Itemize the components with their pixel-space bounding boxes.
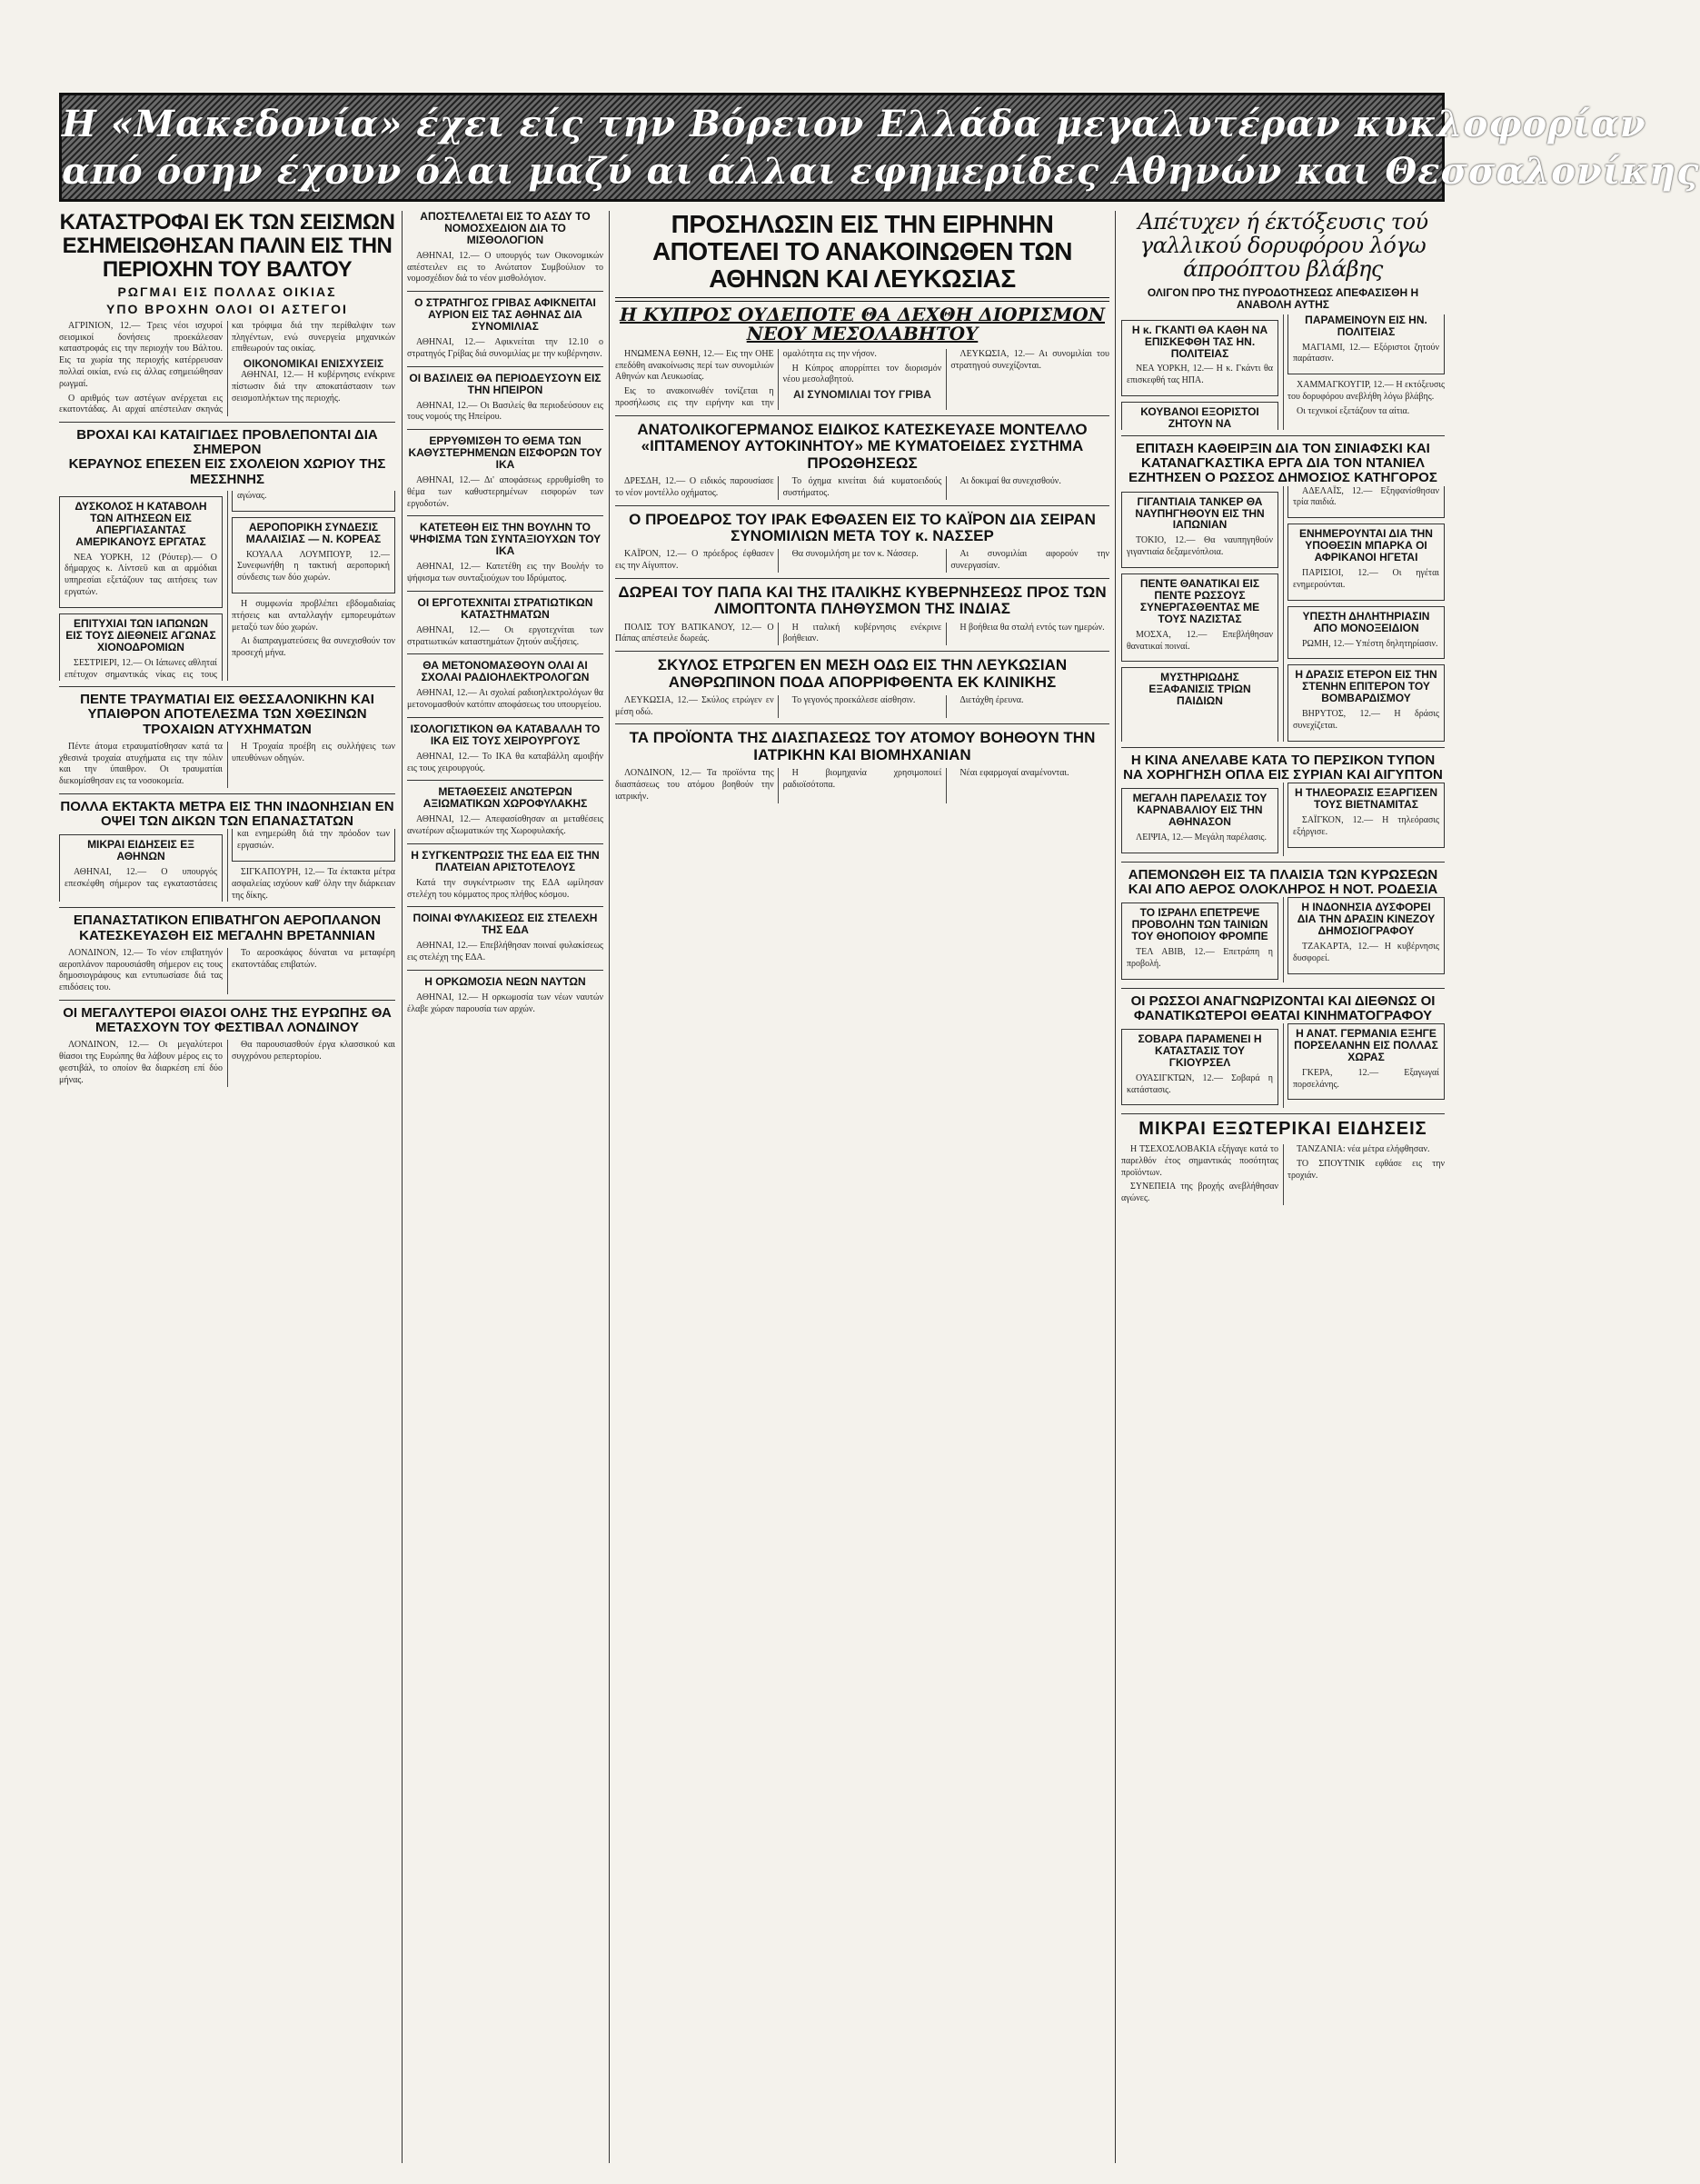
- satellite-block: Η κ. ΓΚΑΝΤΙ ΘΑ ΚΑΘΗ ΝΑ ΕΠΙΣΚΕΦΘΗ ΤΑΣ ΗΝ. ΠΟΛΙΤΕΙΑΣ ΝΕΑ ΥΟΡΚΗ, 12.— Η κ. Γκάντι θα επισκεφθή τας ΗΠΑ. ΚΟΥΒΑΝΟΙ ΕΞΟΡΙΣΤΟΙ ΖΗΤΟΥΝ ΝΑ ΠΑΡΑΜΕΙΝΟΥΝ ΕΙΣ ΗΝ. ΠΟΛΙΤΕΙΑΣ ΜΑΓΙΑΜΙ, 12.— Εξόριστοι ζητούν παράτασιν. ΧΑΜΜΑΓΚΟΥΓΙΡ, 12.— Η εκτόξευσις του δορυφόρου ανεβλήθη λόγω βλάβης. Οι τεχνικοί εξετάζουν τα αίτια.: [1121, 314, 1445, 430]
- headline-flying-car: ΑΝΑΤΟΛΙΚΟΓΕΡΜΑΝΟΣ ΕΙΔΙΚΟΣ ΚΑΤΕΣΚΕΥΑΣΕ ΜΟΝΤΕΛΛΟ «ΙΠΤΑΜΕΝΟΥ ΑΥΤΟΚΙΝΗΤΟΥ» ΜΕ ΚΥΜΑΤΟΕΙΔΕΣ ΣΥΣΤΗΜΑ ΠΡΟΩΘΗΣΕΩΣ: [637, 420, 1088, 472]
- lead-article-text: ΑΓΡΙΝΙΟΝ, 12.— Τρεις νέοι ισχυροί σεισμικοί δονήσεις προεκάλεσαν καταστροφάς εις την περιοχήν του Βάλτου. Εις τα χωρία της περιοχής κατέρρευσαν πολλαί οικίαι, ενώ εις άλλας εσημειώθησαν ρωγμαί.: [59, 320, 223, 389]
- lead-headline-satellite: Απέτυχεν ή έκτόξευσις τού γαλλικού δορυφόρου λόγω άπροόπτου βλάβης: [1138, 209, 1428, 282]
- news-box: Η ΑΝΑΤ. ΓΕΡΜΑΝΙΑ ΕΞΗΓΕ ΠΟΡΣΕΛΑΝΗΝ ΕΙΣ ΠΟΛΛΑΣ ΧΩΡΑΣ ΓΚΕΡΑ, 12.— Εξαγωγαί πορσελάνης.: [1287, 1023, 1445, 1100]
- news-box: ΤΟ ΙΣΡΑΗΛ ΕΠΕΤΡΕΨΕ ΠΡΟΒΟΛΗΝ ΤΩΝ ΤΑΙΝΙΩΝ ΤΟΥ ΘΗΟΠΟΙΟΥ ΦΡΟΜΠΕ ΤΕΛ ΑΒΙΒ, 12.— Επετράπη η προβολή.: [1121, 903, 1278, 979]
- box-headline-cubans: ΚΟΥΒΑΝΟΙ ΕΞΟΡΙΣΤΟΙ ΖΗΤΟΥΝ ΝΑ ΠΑΡΑΜΕΙΝΟΥΝ ΕΙΣ ΗΝ. ΠΟΛΙΤΕΙΑΣ: [1140, 313, 1427, 431]
- lead-headline-cyprus: ΠΡΟΣΗΛΩΣΙΝ ΕΙΣ ΤΗΝ ΕΙΡΗΝΗΝ ΑΠΟΤΕΛΕΙ ΤΟ ΑΝΑΚΟΙΝΩΘΕΝ ΤΩΝ ΑΘΗΝΩΝ ΚΑΙ ΛΕΥΚΩΣΙΑΣ: [651, 210, 1073, 294]
- divider: [407, 653, 603, 654]
- box-headline-israel-films: ΤΟ ΙΣΡΑΗΛ ΕΠΕΤΡΕΨΕ ΠΡΟΒΟΛΗΝ ΤΩΝ ΤΑΙΝΙΩΝ ΤΟΥ ΘΗΟΠΟΙΟΥ ΦΡΟΜΠΕ: [1131, 906, 1268, 942]
- headline-indonesia: ΠΟΛΛΑ ΕΚΤΑΚΤΑ ΜΕΤΡΑ ΕΙΣ ΤΗΝ ΙΝΔΟΝΗΣΙΑΝ ΕΝ ΟΨΕΙ ΤΩΝ ΔΙΚΩΝ ΤΩΝ ΕΠΑΝΑΣΤΑΤΩΝ: [60, 799, 394, 830]
- news-box: Η ΙΝΔΟΝΗΣΙΑ ΔΥΣΦΟΡΕΙ ΔΙΑ ΤΗΝ ΔΡΑΣΙΝ ΚΙΝΕΖΟΥ ΔΗΜΟΣΙΟΓΡΑΦΟΥ ΤΖΑΚΑΡΤΑ, 12.— Η κυβέρνησις δυσφορεί.: [1287, 897, 1445, 973]
- divider: [1121, 988, 1445, 989]
- box-headline-gursel: ΣΟΒΑΡΑ ΠΑΡΑΜΕΝΕΙ Η ΚΑΤΑΣΤΑΣΙΣ ΤΟΥ ΓΚΙΟΥΡΣΕΛ: [1138, 1032, 1262, 1069]
- news-box: ΓΙΓΑΝΤΙΑΙΑ ΤΑΝΚΕΡ ΘΑ ΝΑΥΠΗΓΗΘΟΥΝ ΕΙΣ ΤΗΝ ΙΑΠΩΝΙΑΝ ΤΟΚΙΟ, 12.— Θα ναυπηγηθούν γιγαντιαία δεξαμενόπλοια.: [1121, 492, 1278, 568]
- divider: [615, 415, 1109, 416]
- news-box: Η ΤΗΛΕΟΡΑΣΙΣ ΕΞΑΡΓΙΣΕΝ ΤΟΥΣ ΒΙΕΤΝΑΜΙΤΑΣ ΣΑΪΓΚΟΝ, 12.— Η τηλεόρασις εξήργισε.: [1287, 783, 1445, 848]
- news-block-1: ΔΥΣΚΟΛΟΣ Η ΚΑΤΑΒΟΛΗ ΤΩΝ ΑΙΤΗΣΕΩΝ ΕΙΣ ΑΠΕΡΓΙΑΣΑΝΤΑΣ ΑΜΕΡΙΚΑΝΟΥΣ ΕΡΓΑΤΑΣ ΝΕΑ ΥΟΡΚΗ, 12 (Ρόυτερ).— Ο δήμαρχος κ. Λίντσεϋ και αι αρμόδιαι υπηρεσίαι εξετάζουν τας αιτήσεις των εργατών. ΕΠΙΤΥΧΙΑΙ ΤΩΝ ΙΑΠΩΝΩΝ ΕΙΣ ΤΟΥΣ ΔΙΕΘΝΕΙΣ ΑΓΩΝΑΣ ΧΙΟΝΟΔΡΟΜΙΩΝ ΣΕΣΤΡΙΕΡΙ, 12.— Οι Ιάπωνες αθληταί επέτυχον σημαντικάς νίκας εις τους αγώνας. ΑΕΡΟΠΟΡΙΚΗ ΣΥΝΔΕΣΙΣ ΜΑΛΑΙΣΙΑΣ — Ν. ΚΟΡΕΑΣ ΚΟΥΑΛΑ ΛΟΥΜΠΟΥΡ, 12.— Συνεφωνήθη η τακτική αεροπορική σύνδεσις των δύο χωρών. Η συμφωνία προβλέπει εβδομαδιαίας πτήσεις και ανταλλαγήν εμπορευμάτων μεταξύ των δύο χωρών. Αι διαπραγματεύσεις θα συνεχισθούν τον προσεχή μήνα.: [59, 491, 395, 681]
- lead-subheadline-cyprus: Η ΚΥΠΡΟΣ ΟΥΔΕΠΟΤΕ ΘΑ ΔΕΧΘΗ ΔΙΟΡΙΣΜΟΝ ΝΕΟΥ ΜΕΣΟΛΑΒΗΤΟΥ: [620, 303, 1105, 345]
- pope-article-body: ΠΟΛΙΣ ΤΟΥ ΒΑΤΙΚΑΝΟΥ, 12.— Ο Πάπας απέστειλε δωρεάς. Η ιταλική κυβέρνησις ενέκρινε βοήθειαν. Η βοήθεια θα σταλή εντός των ημερών.: [615, 622, 1105, 644]
- lead-headline-earthquakes: ΚΑΤΑΣΤΡΟΦΑΙ ΕΚ ΤΩΝ ΣΕΙΣΜΩΝ ΕΣΗΜΕΙΩΘΗΣΑΝ ΠΑΛΙΝ ΕΙΣ ΤΗΝ ΠΕΡΙΟΧΗΝ ΤΟΥ ΒΑΛΤΟΥ: [59, 210, 395, 282]
- cyprus-article-body: ΗΝΩΜΕΝΑ ΕΘΝΗ, 12.— Εις την ΟΗΕ επεδόθη ανακοίνωσις περί των συνομιλιών Αθηνών και Λευκωσίας. Εις το ανακοινωθέν τονίζεται η προσήλωσις εις την ειρήνην και την ομαλότητα εις την νήσον. Η Κύπρος απορρίπτει τον διορισμόν νέου μεσολαβητού. ΑΙ ΣΥΝΟΜΙΛΙΑΙ ΤΟΥ ΓΡΙΒΑ ΛΕΥΚΩΣΙΑ, 12.— Αι συνομιλίαι του στρατηγού συνεχίζονται.: [615, 348, 1109, 409]
- headline-traffic-accidents: ΠΕΝΤΕ ΤΡΑΥΜΑΤΙΑΙ ΕΙΣ ΘΕΣΣΑΛΟΝΙΚΗΝ ΚΑΙ ΥΠΑΙΘΡΟΝ ΑΠΟΤΕΛΕΣΜΑ ΤΩΝ ΧΘΕΣΙΝΩΝ ΤΡΟΧΑΙΩΝ ΑΤΥΧΗΜΑΤΩΝ: [80, 692, 374, 737]
- festival-article-body: ΛΟΝΔΙΝΟΝ, 12.— Οι μεγαλύτεροι θίασοι της Ευρώπης θα λάβουν μέρος εις το φεστιβάλ, το οποίον θα διαρκέση επί δύο μήνας. Θα παρουσιασθούν έργα κλασσικού και συγχρόνου ρεπερτορίου.: [59, 1040, 395, 1085]
- news-box: ΜΕΓΑΛΗ ΠΑΡΕΛΑΣΙΣ ΤΟΥ ΚΑΡΝΑΒΑΛΙΟΥ ΕΙΣ ΤΗΝ ΑΘΗΝΑΣΟΝ ΛΕΙΨΙΑ, 12.— Μεγάλη παρέλασις.: [1121, 788, 1278, 853]
- divider: [59, 1000, 395, 1001]
- headline-surgeons: ΙΣΟΛΟΓΙΣΤΙΚΟΝ ΘΑ ΚΑΤΑΒΑΛΛΗ ΤΟ ΙΚΑ ΕΙΣ ΤΟΥΣ ΧΕΙΡΟΥΡΓΟΥΣ: [410, 722, 601, 747]
- news-box: ΠΕΝΤΕ ΘΑΝΑΤΙΚΑΙ ΕΙΣ ΠΕΝΤΕ ΡΩΣΣΟΥΣ ΣΥΝΕΡΓΑΣΘΕΝΤΑΣ ΜΕ ΤΟΥΣ ΝΑΖΙΣΤΑΣ ΜΟΣΧΑ, 12.— Επεβλήθησαν θανατικαί ποιναί.: [1121, 573, 1278, 662]
- divider: [407, 970, 603, 971]
- headline-dog-nicosia: ΣΚΥΛΟΣ ΕΤΡΩΓΕΝ ΕΝ ΜΕΣΗ ΟΔΩ ΕΙΣ ΤΗΝ ΛΕΥΚΩΣΙΑΝ ΑΝΘΡΩΠΙΝΟΝ ΠΟΔΑ ΑΠΟΡΡΙΦΘΕΝΤΑ ΕΚ ΚΛΙΝΙΚΗΣ: [657, 656, 1068, 691]
- headline-atom: ΤΑ ΠΡΟΪΟΝΤΑ ΤΗΣ ΔΙΑΣΠΑΣΕΩΣ ΤΟΥ ΑΤΟΜΟΥ ΒΟΗΘΟΥΝ ΤΗΝ ΙΑΤΡΙΚΗΝ ΚΑΙ ΒΙΟΜΗΧΑΝΙΑΝ: [629, 729, 1096, 763]
- divider: [1121, 1113, 1445, 1114]
- column-4: [1121, 211, 1445, 2163]
- news-box: ΜΙΚΡΑΙ ΕΙΔΗΣΕΙΣ ΕΞ ΑΘΗΝΩΝ ΑΘΗΝΑΙ, 12.— Ο υπουργός επεσκέφθη σήμερον τας εγκαταστάσεις και ενημερώθη διά την πρόοδον των εργασιών.: [59, 829, 395, 902]
- headline-salary-bill: ΑΠΟΣΤΕΛΛΕΤΑΙ ΕΙΣ ΤΟ ΑΣΔΥ ΤΟ ΝΟΜΟΣΧΕΔΙΟΝ ΔΙΑ ΤΟ ΜΙΣΘΟΛΟΓΙΟΝ: [420, 210, 591, 246]
- divider: [615, 297, 1109, 302]
- divider: [1121, 435, 1445, 436]
- divider: [407, 906, 603, 907]
- headline-workers: ΟΙ ΕΡΓΟΤΕΧΝΙΤΑΙ ΣΤΡΑΤΙΩΤΙΚΩΝ ΚΑΤΑΣΤΗΜΑΤΩΝ: [417, 595, 593, 621]
- divider: [407, 366, 603, 367]
- headline-foreign-news: ΜΙΚΡΑΙ ΕΞΩΤΕΡΙΚΑΙ ΕΙΔΗΣΕΙΣ: [1138, 1119, 1427, 1140]
- divider: [615, 651, 1109, 652]
- column-rule: [1115, 211, 1116, 2163]
- small-headline-financial-aid: ΟΙΚΟΝΟΜΙΚΑΙ ΕΝΙΣΧΥΣΕΙΣ: [243, 357, 384, 371]
- divider: [407, 515, 603, 516]
- divider: [407, 429, 603, 430]
- divider: [1121, 747, 1445, 748]
- news-box: ΚΟΥΒΑΝΟΙ ΕΞΟΡΙΣΤΟΙ ΖΗΤΟΥΝ ΝΑ ΠΑΡΑΜΕΙΝΟΥΝ ΕΙΣ ΗΝ. ΠΟΛΙΤΕΙΑΣ ΜΑΓΙΑΜΙ, 12.— Εξόριστοι ζητούν παράτασιν.: [1121, 314, 1445, 430]
- box-headline-air-link: ΑΕΡΟΠΟΡΙΚΗ ΣΥΝΔΕΣΙΣ ΜΑΛΑΙΣΙΑΣ — Ν. ΚΟΡΕΑΣ: [245, 520, 382, 545]
- headline-royals: ΟΙ ΒΑΣΙΛΕΙΣ ΘΑ ΠΕΡΙΟΔΕΥΣΟΥΝ ΕΙΣ ΤΗΝ ΗΠΕΙΡΟΝ: [409, 371, 601, 396]
- headline-china-arms: Η ΚΙΝΑ ΑΝΕΛΑΒΕ ΚΑΤΑ ΤΟ ΠΕΡΣΙΚΟΝ ΤΥΠΟΝ ΝΑ ΧΟΡΗΓΗΣΗ ΟΠΛΑ ΕΙΣ ΣΥΡΙΑΝ ΚΑΙ ΑΙΓΥΠΤΟΝ: [1123, 752, 1443, 783]
- headline-eda-rally: Η ΣΥΓΚΕΝΤΡΩΣΙΣ ΤΗΣ ΕΔΑ ΕΙΣ ΤΗΝ ΠΛΑΤΕΙΑΝ ΑΡΙΣΤΟΤΕΛΟΥΣ: [411, 848, 600, 873]
- news-box: ΑΕΡΟΠΟΡΙΚΗ ΣΥΝΔΕΣΙΣ ΜΑΛΑΙΣΙΑΣ — Ν. ΚΟΡΕΑΣ ΚΟΥΑΛΑ ΛΟΥΜΠΟΥΡ, 12.— Συνεφωνήθη η τακτική αεροπορική σύνδεσις των δύο χωρών.: [232, 517, 395, 593]
- headline-rhodesia: ΑΠΕΜΟΝΩΘΗ ΕΙΣ ΤΑ ΠΛΑΙΣΙΑ ΤΩΝ ΚΥΡΩΣΕΩΝ ΚΑΙ ΑΠΟ ΑΕΡΟΣ ΟΛΟΚΛΗΡΟΣ Η ΝΟΤ. ΡΟΔΕΣΙΑ: [1128, 866, 1438, 897]
- divider: [59, 422, 395, 423]
- box-headline-carnival: ΜΕΓΑΛΗ ΠΑΡΕΛΑΣΙΣ ΤΟΥ ΚΑΡΝΑΒΑΛΙΟΥ ΕΙΣ ΤΗΝ ΑΘΗΝΑΣΟΝ: [1132, 792, 1268, 829]
- box-headline-gandhi: Η κ. ΓΚΑΝΤΙ ΘΑ ΚΑΘΗ ΝΑ ΕΠΙΣΚΕΦΘΗ ΤΑΣ ΗΝ. ΠΟΛΙΤΕΙΑΣ: [1131, 323, 1268, 360]
- box-headline-strikers: ΔΥΣΚΟΛΟΣ Η ΚΑΤΑΒΟΛΗ ΤΩΝ ΑΙΤΗΣΕΩΝ ΕΙΣ ΑΠΕΡΓΙΑΣΑΝΤΑΣ ΑΜΕΡΙΚΑΝΟΥΣ ΕΡΓΑΤΑΣ: [75, 499, 207, 548]
- box-headline-small-news-athens: ΜΙΚΡΑΙ ΕΙΔΗΣΕΙΣ ΕΞ ΑΘΗΝΩΝ: [87, 838, 194, 863]
- divider: [1121, 862, 1445, 863]
- headline-sailors-oath: Η ΟΡΚΩΜΟΣΙΑ ΝΕΩΝ ΝΑΥΤΩΝ: [424, 974, 586, 988]
- box-headline-death-sentences: ΠΕΝΤΕ ΘΑΝΑΤΙΚΑΙ ΕΙΣ ΠΕΝΤΕ ΡΩΣΣΟΥΣ ΣΥΝΕΡΓΑΣΘΕΝΤΑΣ ΜΕ ΤΟΥΣ ΝΑΖΙΣΤΑΣ: [1139, 577, 1260, 625]
- column-1: [59, 211, 395, 2163]
- column-rule: [609, 211, 610, 2163]
- divider: [59, 686, 395, 687]
- box-headline-ski: ΕΠΙΤΥΧΙΑΙ ΤΩΝ ΙΑΠΩΝΩΝ ΕΙΣ ΤΟΥΣ ΔΙΕΘΝΕΙΣ ΑΓΩΝΑΣ ΧΙΟΝΟΔΡΟΜΙΩΝ: [65, 616, 216, 653]
- lead-subheadline-satellite: ΟΛΙΓΟΝ ΠΡΟ ΤΗΣ ΠΥΡΟΔΟΤΗΣΕΩΣ ΑΠΕΦΑΣΙΣΘΗ Η ΑΝΑΒΟΛΗ ΑΥΤΗΣ: [1147, 285, 1419, 311]
- rhodesia-block: [1121, 897, 1445, 982]
- box-headline-porcelain: Η ΑΝΑΤ. ΓΕΡΜΑΝΙΑ ΕΞΗΓΕ ΠΟΡΣΕΛΑΝΗΝ ΕΙΣ ΠΟΛΛΑΣ ΧΩΡΑΣ: [1294, 1026, 1438, 1063]
- headline-transfers: ΜΕΤΑΘΕΣΕΙΣ ΑΝΩΤΕΡΩΝ ΑΞΙΩΜΑΤΙΚΩΝ ΧΩΡΟΦΥΛΑΚΗΣ: [423, 785, 588, 811]
- box-headline-poisoning: ΥΠΕΣΤΗ ΔΗΛΗΤΗΡΙΑΣΙΝ ΑΠΟ ΜΟΝΟΞΕΙΔΙΟΝ: [1302, 609, 1430, 634]
- divider: [59, 907, 395, 908]
- news-box: ΜΥΣΤΗΡΙΩΔΗΣ ΕΞΑΦΑΝΙΣΙΣ ΤΡΙΩΝ ΠΑΙΔΙΩΝ ΑΔΕΛΑΪΣ, 12.— Εξηφανίσθησαν τρία παιδιά.: [1121, 486, 1445, 742]
- headline-iraq-president: Ο ΠΡΟΕΔΡΟΣ ΤΟΥ ΙΡΑΚ ΕΦΘΑΣΕΝ ΕΙΣ ΤΟ ΚΑΪΡΟΝ ΔΙΑ ΣΕΙΡΑΝ ΣΥΝΟΜΙΛΙΩΝ ΜΕΤΑ ΤΟΥ κ. ΝΑΣΣΕΡ: [629, 510, 1096, 544]
- news-box: ΕΠΙΤΥΧΙΑΙ ΤΩΝ ΙΑΠΩΝΩΝ ΕΙΣ ΤΟΥΣ ΔΙΕΘΝΕΙΣ ΑΓΩΝΑΣ ΧΙΟΝΟΔΡΟΜΙΩΝ ΣΕΣΤΡΙΕΡΙ, 12.— Οι Ιάπωνες αθληταί επέτυχον σημαντικάς νίκας εις τους αγώνας.: [59, 491, 395, 681]
- traffic-article-body: Πέντε άτομα ετραυματίσθησαν κατά τα χθεσινά τροχαία ατυχήματα εις την πόλιν και την ύπαιθρον. Οι τραυματίαι διεκομίσθησαν εις τα νοσοκομεία. Η Τροχαία προέβη εις συλλήψεις των υπευθύνων οδηγών.: [59, 741, 395, 787]
- banner-line-2: από όσην έχουν όλαι μαζύ αι άλλαι εφημερίδες Αθηνών και Θεσσαλονίκης: [62, 150, 1700, 193]
- china-block: [1121, 783, 1445, 856]
- divider: [407, 780, 603, 781]
- box-headline-indonesia-journalist: Η ΙΝΔΟΝΗΣΙΑ ΔΥΣΦΟΡΕΙ ΔΙΑ ΤΗΝ ΔΡΑΣΙΝ ΚΙΝΕΖΟΥ ΔΗΜΟΣΙΟΓΡΑΦΟΥ: [1297, 901, 1436, 937]
- masthead-banner: [59, 93, 1700, 202]
- column-rule: [402, 211, 403, 2163]
- divider: [59, 793, 395, 794]
- aircraft-article-body: ΛΟΝΔΙΝΟΝ, 12.— Το νέον επιβατηγόν αεροπλάνον παρουσιάσθη σήμερον εις τους δημοσιογράφους και εντυπωσίασε διά τας επιδόσεις του. Το αεροσκάφος δύναται να μεταφέρη εκατοντάδας επιβατών.: [59, 947, 395, 993]
- headline-prison-sentences: ΠΟΙΝΑΙ ΦΥΛΑΚΙΣΕΩΣ ΕΙΣ ΣΤΕΛΕΧΗ ΤΗΣ ΕΔΑ: [413, 912, 598, 937]
- box-headline-tankers: ΓΙΓΑΝΤΙΑΙΑ ΤΑΝΚΕΡ ΘΑ ΝΑΥΠΗΓΗΘΟΥΝ ΕΙΣ ΤΗΝ ΙΑΠΩΝΙΑΝ: [1135, 494, 1265, 532]
- column-2: ΑΠΟΣΤΕΛΛΕΤΑΙ ΕΙΣ ΤΟ ΑΣΔΥ ΤΟ ΝΟΜΟΣΧΕΔΙΟΝ ΔΙΑ ΤΟ ΜΙΣΘΟΛΟΓΙΟΝ ΑΘΗΝΑΙ, 12.— Ο υπουργός των Οικονομικών απέστειλεν εις το Ανώτατον Συμβούλιον το νομοσχέδιον διά το νέον μισθολόγιον. Ο ΣΤΡΑΤΗΓΟΣ ΓΡΙΒΑΣ ΑΦΙΚΝΕΙΤΑΙ ΑΥΡΙΟΝ ΕΙΣ ΤΑΣ ΑΘΗΝΑΣ ΔΙΑ ΣΥΝΟΜΙΛΙΑΣ ΑΘΗΝΑΙ, 12.— Αφικνείται την 12.10 ο στρατηγός Γρίβας διά συνομιλίας με την κυβέρνησιν. ΟΙ ΒΑΣΙΛΕΙΣ ΘΑ ΠΕΡΙΟΔΕΥΣΟΥΝ ΕΙΣ ΤΗΝ ΗΠΕΙΡΟΝ ΑΘΗΝΑΙ, 12.— Οι Βασιλείς θα περιοδεύσουν εις τους νομούς της Ηπείρου. ΕΡΡΥΘΜΙΣΘΗ ΤΟ ΘΕΜΑ ΤΩΝ ΚΑΘΥΣΤΕΡΗΜΕΝΩΝ ΕΙΣΦΟΡΩΝ ΤΟΥ ΙΚΑ ΑΘΗΝΑΙ, 12.— Δι' αποφάσεως ερρυθμίσθη το θέμα των καθυστερημένων εισφορών των εργοδοτών. ΚΑΤΕΤΕΘΗ ΕΙΣ ΤΗΝ ΒΟΥΛΗΝ ΤΟ ΨΗΦΙΣΜΑ ΤΩΝ ΣΥΝΤΑΞΙΟΥΧΩΝ ΤΟΥ ΙΚΑ ΑΘΗΝΑΙ, 12.— Κατετέθη εις την Βουλήν το ψήφισμα των συνταξιούχων του Ιδρύματος. ΟΙ ΕΡΓΟΤΕΧΝΙΤΑΙ ΣΤΡΑΤΙΩΤΙΚΩΝ ΚΑΤΑΣΤΗΜΑΤΩΝ ΑΘΗΝΑΙ, 12.— Οι εργοτεχνίται των στρατιωτικών καταστημάτων ζητούν αυξήσεις. ΘΑ ΜΕΤΟΝΟΜΑΣΘΟΥΝ ΟΛΑΙ ΑΙ ΣΧΟΛΑΙ ΡΑΔΙΟΗΛΕΚΤΡΟΛΟΓΩΝ ΑΘΗΝΑΙ, 12.— Αι σχολαί ραδιοηλεκτρολόγων θα μετονομασθούν κατόπιν αποφάσεως του υπουργείου. ΙΣΟΛΟΓΙΣΤΙΚΟΝ ΘΑ ΚΑΤΑΒΑΛΛΗ ΤΟ ΙΚΑ ΕΙΣ ΤΟΥΣ ΧΕΙΡΟΥΡΓΟΥΣ ΑΘΗΝΑΙ, 12.— Το ΙΚΑ θα καταβάλλη αμοιβήν εις τους χειρουργούς. ΜΕΤΑΘΕΣΕΙΣ ΑΝΩΤΕΡΩΝ ΑΞΙΩΜΑΤΙΚΩΝ ΧΩΡΟΦΥΛΑΚΗΣ ΑΘΗΝΑΙ, 12.— Απεφασίσθησαν αι μεταθέσεις ανωτέρων αξιωματικών της Χωροφυλακής. Η ΣΥΓΚΕΝΤΡΩΣΙΣ ΤΗΣ ΕΔΑ ΕΙΣ ΤΗΝ ΠΛΑΤΕΙΑΝ ΑΡΙΣΤΟΤΕΛΟΥΣ Κατά την συγκέντρωσιν της ΕΔΑ ωμίλησαν στελέχη του κόμματος προς πλήθος κόσμου. ΠΟΙΝΑΙ ΦΥΛΑΚΙΣΕΩΣ ΕΙΣ ΣΤΕΛΕΧΗ ΤΗΣ ΕΔΑ ΑΘΗΝΑΙ, 12.— Επεβλήθησαν ποιναί φυλακίσεως εις στελέχη της ΕΔΑ. Η ΟΡΚΩΜΟΣΙΑ ΝΕΩΝ ΝΑΥΤΩΝ ΑΘΗΝΑΙ, 12.— Η ορκωμοσία των νέων ναυτών έλαβε χώραν παρουσία των αρχών.: [407, 210, 603, 1014]
- divider: [407, 717, 603, 718]
- column-3: [615, 211, 1109, 2163]
- divider: [615, 505, 1109, 506]
- flying-car-article-body: ΔΡΕΣΔΗ, 12.— Ο ειδικός παρουσίασε το νέον μοντέλλο οχήματος. Το όχημα κινείται διά κυματοειδούς συστήματος. Αι δοκιμαί θα συνεχισθούν.: [615, 475, 1061, 498]
- atom-article-body: ΛΟΝΔΙΝΟΝ, 12.— Τα προϊόντα της διασπάσεως του ατόμου βοηθούν την ιατρικήν. Η βιομηχανία χρησιμοποιεί ραδιοϊσότοπα. Νέαι εφαρμογαί αναμένονται.: [615, 768, 1069, 802]
- news-box: Η κ. ΓΚΑΝΤΙ ΘΑ ΚΑΘΗ ΝΑ ΕΠΙΣΚΕΦΘΗ ΤΑΣ ΗΝ. ΠΟΛΙΤΕΙΑΣ ΝΕΑ ΥΟΡΚΗ, 12.— Η κ. Γκάντι θα επισκεφθή τας ΗΠΑ.: [1121, 320, 1278, 396]
- divider: [615, 723, 1109, 724]
- newspaper-page: [9, 9, 1700, 2163]
- headline-radio-schools: ΘΑ ΜΕΤΟΝΟΜΑΣΘΟΥΝ ΟΛΑΙ ΑΙ ΣΧΟΛΑΙ ΡΑΔΙΟΗΛΕΚΤΡΟΛΟΓΩΝ: [421, 659, 590, 684]
- news-box: ΔΥΣΚΟΛΟΣ Η ΚΑΤΑΒΟΛΗ ΤΩΝ ΑΙΤΗΣΕΩΝ ΕΙΣ ΑΠΕΡΓΙΑΣΑΝΤΑΣ ΑΜΕΡΙΚΑΝΟΥΣ ΕΡΓΑΤΑΣ ΝΕΑ ΥΟΡΚΗ, 12 (Ρόυτερ).— Ο δήμαρχος κ. Λίντσεϋ και αι αρμόδιαι υπηρεσίαι εξετάζουν τας αιτήσεις των εργατών.: [59, 496, 223, 608]
- box-headline-barka: ΕΝΗΜΕΡΟΥΝΤΑΙ ΔΙΑ ΤΗΝ ΥΠΟΘΕΣΙΝ ΜΠΑΡΚΑ ΟΙ ΑΦΡΙΚΑΝΟΙ ΗΓΕΤΑΙ: [1299, 527, 1433, 564]
- news-box: ΕΝΗΜΕΡΟΥΝΤΑΙ ΔΙΑ ΤΗΝ ΥΠΟΘΕΣΙΝ ΜΠΑΡΚΑ ΟΙ ΑΦΡΙΚΑΝΟΙ ΗΓΕΤΑΙ ΠΑΡΙΣΙΟΙ, 12.— Οι ηγέται ενημερούνται.: [1287, 524, 1445, 600]
- box-headline-children: ΜΥΣΤΗΡΙΩΔΗΣ ΕΞΑΦΑΝΙΣΙΣ ΤΡΙΩΝ ΠΑΙΔΙΩΝ: [1148, 671, 1251, 708]
- headline-russian-cinema: ΟΙ ΡΩΣΣΟΙ ΑΝΑΓΝΩΡΙΖΟΝΤΑΙ ΚΑΙ ΔΙΕΘΝΩΣ ΟΙ ΦΑΝΑΤΙΚΩΤΕΡΟΙ ΘΕΑΤΑΙ ΚΙΝΗΜΑΤΟΓΡΑΦΟΥ: [1130, 992, 1436, 1023]
- headline-london-festival: ΟΙ ΜΕΓΑΛΥΤΕΡΟΙ ΘΙΑΣΟΙ ΟΛΗΣ ΤΗΣ ΕΥΡΩΠΗΣ ΘΑ ΜΕΤΑΣΧΟΥΝ ΤΟΥ ΦΕΣΤΙΒΑΛ ΛΟΝΔΙΝΟΥ: [63, 1004, 392, 1036]
- headline-ika-contributions: ΕΡΡΥΘΜΙΣΘΗ ΤΟ ΘΕΜΑ ΤΩΝ ΚΑΘΥΣΤΕΡΗΜΕΝΩΝ ΕΙΣΦΟΡΩΝ ΤΟΥ ΙΚΑ: [408, 434, 602, 472]
- news-box: Η ΔΡΑΣΙΣ ΕΤΕΡΟΝ ΕΙΣ ΤΗΝ ΣΤΕΝΗΝ ΕΠΙΤΕΡΟΝ ΤΟΥ ΒΟΜΒΑΡΔΙΣΜΟΥ ΒΗΡΥΤΟΣ, 12.— Η δράσις συνεχίζεται.: [1287, 664, 1445, 741]
- divider: [407, 291, 603, 292]
- box-headline-bombing: Η ΔΡΑΣΙΣ ΕΤΕΡΟΝ ΕΙΣ ΤΗΝ ΣΤΕΝΗΝ ΕΠΙΤΕΡΟΝ ΤΟΥ ΒΟΜΒΑΡΔΙΣΜΟΥ: [1295, 668, 1437, 705]
- headline-aircraft: ΕΠΑΝΑΣΤΑΤΙΚΟΝ ΕΠΙΒΑΤΗΓΟΝ ΑΕΡΟΠΛΑΝΟΝ ΚΑΤΕΣΚΕΥΑΣΘΗ ΕΙΣ ΜΕΓΑΛΗΝ ΒΡΕΤΑΝΝΙΑΝ: [73, 912, 382, 943]
- foreign-news-body: Η ΤΣΕΧΟΣΛΟΒΑΚΙΑ εξήγαγε κατά το παρελθόν έτος σημαντικάς ποσότητας προϊόντων. ΣΥΝΕΠΕΙΑ της βροχής ανεβλήθησαν αγώνες. ΤΑΝΖΑΝΙΑ: νέα μέτρα ελήφθησαν. ΤΟ ΣΠΟΥΤΝΙΚ εφθάσε εις την τροχιάν.: [1121, 1143, 1445, 1204]
- indonesia-block: ΜΙΚΡΑΙ ΕΙΔΗΣΕΙΣ ΕΞ ΑΘΗΝΩΝ ΑΘΗΝΑΙ, 12.— Ο υπουργός επεσκέφθη σήμερον τας εγκαταστάσεις και ενημερώθη διά την πρόοδον των εργασιών. ΣΙΓΚΑΠΟΥΡΗ, 12.— Τα έκτακτα μέτρα ασφαλείας ισχύουν καθ' όλην την διάρκειαν της δίκης.: [59, 829, 395, 902]
- headline-ika-pensioners: ΚΑΤΕΤΕΘΗ ΕΙΣ ΤΗΝ ΒΟΥΛΗΝ ΤΟ ΨΗΦΙΣΜΑ ΤΩΝ ΣΥΝΤΑΞΙΟΥΧΩΝ ΤΟΥ ΙΚΑ: [409, 521, 601, 558]
- news-box: ΣΟΒΑΡΑ ΠΑΡΑΜΕΝΕΙ Η ΚΑΤΑΣΤΑΣΙΣ ΤΟΥ ΓΚΙΟΥΡΣΕΛ ΟΥΑΣΙΓΚΤΩΝ, 12.— Σοβαρά η κατάστασις.: [1121, 1029, 1278, 1105]
- headline-grivas: Ο ΣΤΡΑΤΗΓΟΣ ΓΡΙΒΑΣ ΑΦΙΚΝΕΙΤΑΙ ΑΥΡΙΟΝ ΕΙΣ ΤΑΣ ΑΘΗΝΑΣ ΔΙΑ ΣΥΝΟΜΙΛΙΑΣ: [414, 296, 596, 334]
- lead-subheadline-2: ΥΠΟ ΒΡΟΧΗΝ ΟΛΟΙ ΟΙ ΑΣΤΕΓΟΙ: [106, 301, 348, 316]
- iraq-article-body: ΚΑΪΡΟΝ, 12.— Ο πρόεδρος έφθασεν εις την Αίγυπτον. Θα συνομιλήση με τον κ. Νάσσερ. Αι συνομιλίαι αφορούν την συνεργασίαν.: [615, 549, 1109, 572]
- headline-storms: ΒΡΟΧΑΙ ΚΑΙ ΚΑΤΑΙΓΙΔΕΣ ΠΡΟΒΛΕΠΟΝΤΑΙ ΔΙΑ ΣΗΜΕΡΟΝ: [76, 427, 378, 458]
- headline-pope-donations: ΔΩΡΕΑΙ ΤΟΥ ΠΑΠΑ ΚΑΙ ΤΗΣ ΙΤΑΛΙΚΗΣ ΚΥΒΕΡΝΗΣΕΩΣ ΠΡΟΣ ΤΩΝ ΛΙΜΟΠΤΟΝΤΑ ΠΛΗΘΥΣΜΟΝ ΤΗΣ ΙΝΔΙΑΣ: [618, 583, 1107, 618]
- headline-soviet-trial: ΕΠΙΤΑΣΗ ΚΑΘΕΙΡΞΙΝ ΔΙΑ ΤΟΝ ΣΙΝΙΑΦΣΚΙ ΚΑΙ ΚΑΤΑΝΑΓΚΑΣΤΙΚΑ ΕΡΓΑ ΔΙΑ ΤΟΝ ΝΤΑΝΙΕΛ ΕΖΗΤΗΣΕΝ Ο ΡΩΣΣΟΣ ΔΗΜΟΣΙΟΣ ΚΑΤΗΓΟΡΟΣ: [1128, 440, 1437, 486]
- lead-article-body: ΑΓΡΙΝΙΟΝ, 12.— Τρεις νέοι ισχυροί σεισμικοί δονήσεις προεκάλεσαν καταστροφάς εις την περιοχήν του Βάλτου. Εις τα χωρία της περιοχής κατέρρευσαν πολλαί οικίαι, ενώ εις άλλας εσημειώθησαν ρωγμαί. Ο αριθμός των αστέγων ανέρχεται εις εκατοντάδας. Αι αρχαί απέστειλαν σκηνάς και τρόφιμα διά την περίθαλψιν των πληγέντων, ενώ συνεργεία μηχανικών επιθεωρούν τας οικίας. ΟΙΚΟΝΟΜΙΚΑΙ ΕΝΙΣΧΥΣΕΙΣ ΑΘΗΝΑΙ, 12.— Η κυβέρνησις ενέκρινε πίστωσιν διά την αποκατάστασιν των σεισμοπλήκτων της περιοχής.: [59, 320, 395, 415]
- soviet-trial-block: [1121, 486, 1445, 742]
- divider: [615, 578, 1109, 579]
- banner-line-1: Η «Μακεδονία» έχει είς την Βόρειον Ελλάδα μεγαλυτέραν κυκλοφορίαν: [62, 103, 1646, 145]
- lead-subheadline: ΡΩΓΜΑΙ ΕΙΣ ΠΟΛΛΑΣ ΟΙΚΙΑΣ: [117, 284, 337, 299]
- news-box: ΥΠΕΣΤΗ ΔΗΛΗΤΗΡΙΑΣΙΝ ΑΠΟ ΜΟΝΟΞΕΙΔΙΟΝ ΡΩΜΗ, 12.— Υπέστη δηλητηρίασιν.: [1287, 606, 1445, 660]
- divider: [407, 843, 603, 844]
- dog-article-body: ΛΕΥΚΩΣΙΑ, 12.— Σκύλος ετρώγεν εν μέση οδώ. Το γεγονός προεκάλεσε αίσθησιν. Διετάχθη έρευνα.: [615, 694, 1024, 717]
- divider: [407, 591, 603, 592]
- headline-lightning: ΚΕΡΑΥΝΟΣ ΕΠΕΣΕΝ ΕΙΣ ΣΧΟΛΕΙΟΝ ΧΩΡΙΟΥ ΤΗΣ ΜΕΣΣΗΝΗΣ: [68, 456, 386, 487]
- box-headline-tv-vietnam: Η ΤΗΛΕΟΡΑΣΙΣ ΕΞΑΡΓΙΣΕΝ ΤΟΥΣ ΒΙΕΤΝΑΜΙΤΑΣ: [1294, 786, 1437, 812]
- cinema-block: [1121, 1023, 1445, 1108]
- small-headline-grivas-talks: ΑΙ ΣΥΝΟΜΙΛΙΑΙ ΤΟΥ ΓΡΙΒΑ: [793, 388, 931, 402]
